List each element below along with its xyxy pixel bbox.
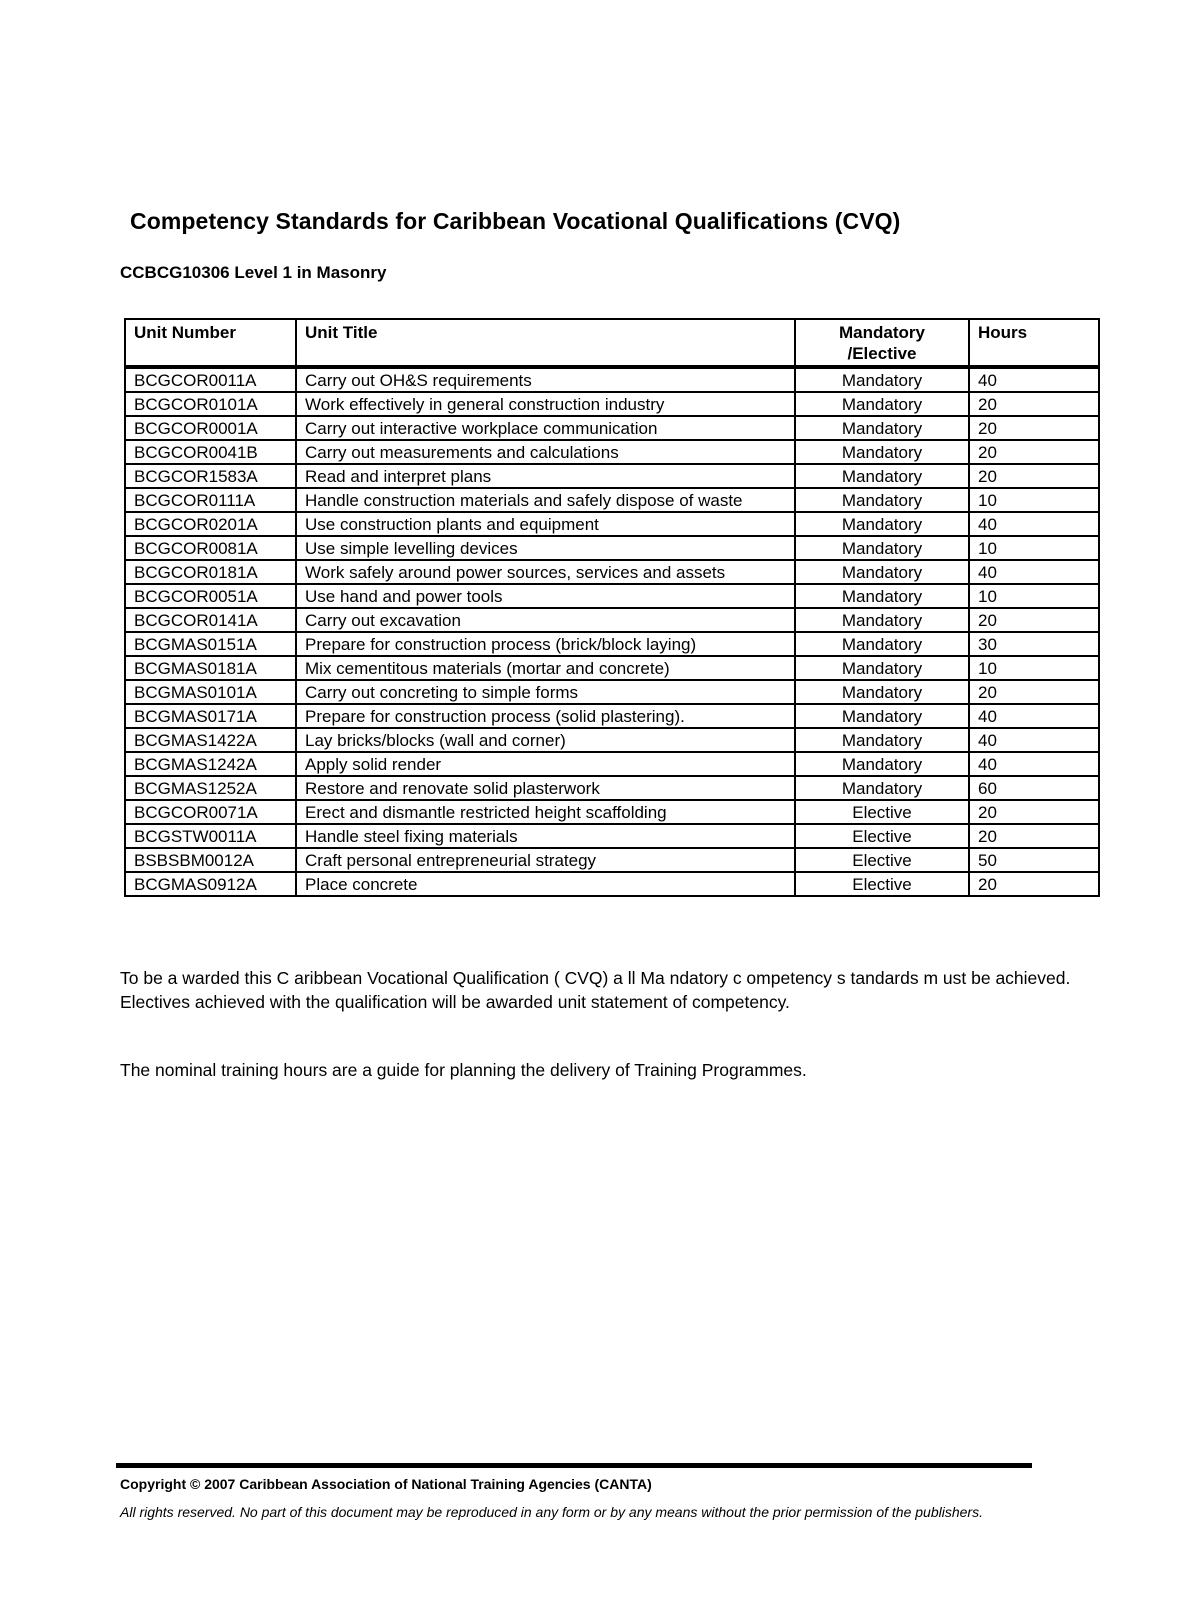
cell-mandatory-elective: Mandatory — [795, 728, 969, 752]
cell-hours: 40 — [969, 752, 1099, 776]
table-row — [125, 656, 1099, 680]
cell-unit-title: Work effectively in general construction industry — [296, 392, 795, 416]
cell-unit-number: BCGCOR0181A — [125, 560, 296, 584]
cell-mandatory-elective: Mandatory — [795, 464, 969, 488]
table-row — [125, 392, 1099, 416]
cell-mandatory-elective: Elective — [795, 872, 969, 896]
cell-unit-number: BCGCOR0201A — [125, 512, 296, 536]
cell-unit-number: BCGCOR0051A — [125, 584, 296, 608]
table-row — [125, 824, 1099, 848]
cell-unit-title: Carry out OH&S requirements — [296, 367, 795, 392]
cell-unit-title: Place concrete — [296, 872, 795, 896]
cell-hours: 20 — [969, 872, 1099, 896]
cell-mandatory-elective: Mandatory — [795, 608, 969, 632]
cell-unit-title: Apply solid render — [296, 752, 795, 776]
cell-unit-title: Carry out excavation — [296, 608, 795, 632]
cell-unit-title: Read and interpret plans — [296, 464, 795, 488]
cell-unit-number: BCGSTW0011A — [125, 824, 296, 848]
cell-unit-number: BCGMAS0171A — [125, 704, 296, 728]
cell-hours: 10 — [969, 536, 1099, 560]
cell-unit-title: Prepare for construction process (brick/block laying) — [296, 632, 795, 656]
award-note: To be a warded this C aribbean Vocational Qualification ( CVQ) a ll Ma ndatory c ompetency s tandards m ust be achieved. Electives achieved with the qualification will be awarded unit statement of competency. — [120, 968, 1071, 1012]
cell-unit-number: BCGCOR0041B — [125, 440, 296, 464]
units-table-body — [125, 367, 1099, 896]
cell-unit-title: Work safely around power sources, services and assets — [296, 560, 795, 584]
cell-unit-number: BCGMAS1422A — [125, 728, 296, 752]
cell-mandatory-elective: Mandatory — [795, 488, 969, 512]
cell-hours: 20 — [969, 392, 1099, 416]
cell-hours: 20 — [969, 464, 1099, 488]
cell-unit-number: BCGCOR0001A — [125, 416, 296, 440]
table-row — [125, 608, 1099, 632]
table-row — [125, 632, 1099, 656]
cell-unit-number: BCGCOR0101A — [125, 392, 296, 416]
header-mandatory-elective — [795, 319, 969, 367]
cell-mandatory-elective: Mandatory — [795, 392, 969, 416]
table-header-row — [125, 319, 1099, 367]
cell-unit-number: BCGMAS1242A — [125, 752, 296, 776]
cell-unit-title: Use hand and power tools — [296, 584, 795, 608]
cell-mandatory-elective: Mandatory — [795, 752, 969, 776]
cell-unit-title: Use construction plants and equipment — [296, 512, 795, 536]
cell-unit-number: BCGMAS0101A — [125, 680, 296, 704]
cell-hours: 20 — [969, 824, 1099, 848]
cell-hours: 30 — [969, 632, 1099, 656]
cell-mandatory-elective: Mandatory — [795, 632, 969, 656]
table-row — [125, 512, 1099, 536]
cell-unit-number: BCGCOR0071A — [125, 800, 296, 824]
hours-note: The nominal training hours are a guide for planning the delivery of Training Programmes. — [120, 1060, 807, 1080]
cell-mandatory-elective: Mandatory — [795, 536, 969, 560]
cell-unit-number: BCGCOR0111A — [125, 488, 296, 512]
cell-unit-title: Craft personal entrepreneurial strategy — [296, 848, 795, 872]
table-row — [125, 584, 1099, 608]
cell-mandatory-elective: Mandatory — [795, 416, 969, 440]
cell-hours: 40 — [969, 560, 1099, 584]
cell-unit-number: BSBSBM0012A — [125, 848, 296, 872]
header-unit-title: Unit Title — [296, 319, 795, 367]
table-row — [125, 464, 1099, 488]
cell-mandatory-elective: Mandatory — [795, 560, 969, 584]
cell-hours: 20 — [969, 440, 1099, 464]
header-hours: Hours — [969, 319, 1099, 367]
cell-hours: 20 — [969, 608, 1099, 632]
cell-unit-title: Prepare for construction process (solid plastering). — [296, 704, 795, 728]
cell-unit-title: Carry out measurements and calculations — [296, 440, 795, 464]
qualification-subtitle: CCBCG10306 Level 1 in Masonry — [120, 263, 387, 282]
cell-hours: 20 — [969, 680, 1099, 704]
cell-unit-title: Carry out interactive workplace communication — [296, 416, 795, 440]
header-mandatory-elective-text: Mandatory /Elective — [839, 323, 925, 363]
cell-hours: 10 — [969, 488, 1099, 512]
table-row — [125, 680, 1099, 704]
cell-hours: 20 — [969, 800, 1099, 824]
cell-unit-title: Restore and renovate solid plasterwork — [296, 776, 795, 800]
cell-hours: 60 — [969, 776, 1099, 800]
cell-unit-number: BCGMAS0151A — [125, 632, 296, 656]
cell-unit-number: BCGMAS1252A — [125, 776, 296, 800]
table-row — [125, 728, 1099, 752]
document-title: Competency Standards for Caribbean Vocational Qualifications (CVQ) — [130, 208, 901, 234]
cell-mandatory-elective: Elective — [795, 848, 969, 872]
cell-unit-title: Mix cementitous materials (mortar and concrete) — [296, 656, 795, 680]
table-row — [125, 536, 1099, 560]
cell-unit-number: BCGCOR0141A — [125, 608, 296, 632]
cell-unit-number: BCGMAS0181A — [125, 656, 296, 680]
cell-mandatory-elective: Mandatory — [795, 512, 969, 536]
table-row — [125, 560, 1099, 584]
cell-hours: 20 — [969, 416, 1099, 440]
cell-unit-number: BCGMAS0912A — [125, 872, 296, 896]
table-row — [125, 752, 1099, 776]
cell-mandatory-elective: Mandatory — [795, 656, 969, 680]
cell-mandatory-elective: Elective — [795, 824, 969, 848]
cell-mandatory-elective: Mandatory — [795, 367, 969, 392]
table-row — [125, 488, 1099, 512]
footer-divider — [116, 1463, 1032, 1468]
copyright-text: Copyright © 2007 Caribbean Association of National Training Agencies (CANTA) — [120, 1476, 652, 1492]
header-unit-number: Unit Number — [125, 319, 296, 367]
cell-unit-title: Lay bricks/blocks (wall and corner) — [296, 728, 795, 752]
table-row — [125, 848, 1099, 872]
cell-mandatory-elective: Mandatory — [795, 680, 969, 704]
cell-unit-title: Use simple levelling devices — [296, 536, 795, 560]
cell-unit-number: BCGCOR1583A — [125, 464, 296, 488]
cell-hours: 40 — [969, 367, 1099, 392]
cell-mandatory-elective: Elective — [795, 800, 969, 824]
cell-hours: 40 — [969, 704, 1099, 728]
table-row — [125, 704, 1099, 728]
cell-unit-number: BCGCOR0011A — [125, 367, 296, 392]
table-row — [125, 872, 1099, 896]
cell-unit-title: Carry out concreting to simple forms — [296, 680, 795, 704]
table-row — [125, 440, 1099, 464]
cell-mandatory-elective: Mandatory — [795, 704, 969, 728]
cell-hours: 40 — [969, 728, 1099, 752]
cell-unit-number: BCGCOR0081A — [125, 536, 296, 560]
cell-hours: 40 — [969, 512, 1099, 536]
cell-hours: 10 — [969, 656, 1099, 680]
table-row — [125, 367, 1099, 392]
cell-unit-title: Handle construction materials and safely dispose of waste — [296, 488, 795, 512]
cell-mandatory-elective: Mandatory — [795, 584, 969, 608]
table-row — [125, 776, 1099, 800]
rights-text: All rights reserved. No part of this document may be reproduced in any form or by any means without the prior permission of the publishers. — [120, 1504, 983, 1520]
table-row — [125, 800, 1099, 824]
cell-hours: 10 — [969, 584, 1099, 608]
table-row — [125, 416, 1099, 440]
cell-mandatory-elective: Mandatory — [795, 440, 969, 464]
cell-hours: 50 — [969, 848, 1099, 872]
units-table — [124, 318, 1100, 897]
cell-unit-title: Erect and dismantle restricted height scaffolding — [296, 800, 795, 824]
cell-unit-title: Handle steel fixing materials — [296, 824, 795, 848]
cell-mandatory-elective: Mandatory — [795, 776, 969, 800]
